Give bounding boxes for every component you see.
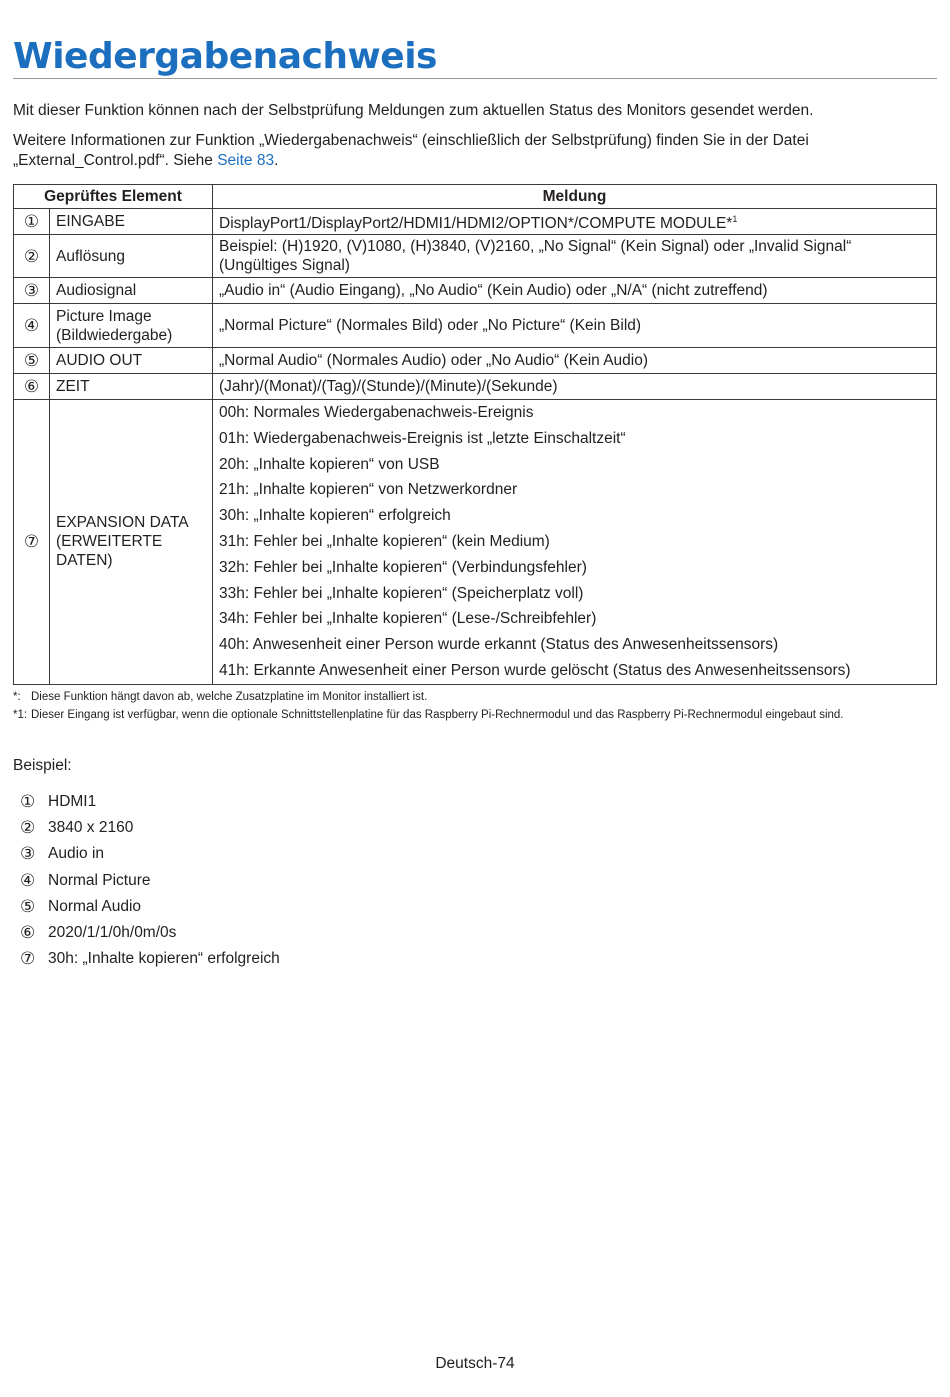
row-message: (Jahr)/(Monat)/(Tag)/(Stunde)/(Minute)/(Sekunde) — [213, 374, 937, 400]
info-paragraph — [13, 131, 933, 171]
table-row — [14, 235, 937, 278]
example-label: Beispiel: — [13, 757, 72, 774]
expansion-item: 41h: Erkannte Anwesenheit einer Person wurde gelöscht (Status des Anwesenheitssensors) — [219, 661, 851, 679]
page-title: Wiedergabenachweis — [13, 36, 437, 77]
expansion-item: 33h: Fehler bei „Inhalte kopieren“ (Speicherplatz voll) — [219, 584, 584, 602]
table-row — [14, 209, 937, 235]
row-message-text: DisplayPort1/DisplayPort2/HDMI1/HDMI2/OPTION*/COMPUTE MODULE* — [219, 215, 733, 233]
row-element: EXPANSION DATA (ERWEITERTE DATEN) — [50, 400, 213, 685]
proof-of-play-table — [13, 184, 937, 685]
row-message — [213, 209, 937, 235]
footnote-mark: *1: — [13, 709, 28, 721]
table-row-expansion — [14, 400, 937, 685]
list-item — [20, 894, 280, 920]
page-link[interactable]: Seite 83 — [217, 152, 275, 169]
table-row — [14, 374, 937, 400]
expansion-item: 32h: Fehler bei „Inhalte kopieren“ (Verbindungsfehler) — [219, 558, 587, 576]
page-number: Deutsch-74 — [435, 1355, 515, 1372]
item-text: Normal Audio — [48, 897, 142, 915]
info-text-end: . — [274, 152, 279, 169]
item-number: ⑥ — [20, 922, 36, 942]
list-item — [20, 789, 280, 815]
expansion-item: 00h: Normales Wiedergabenachweis-Ereignis — [219, 404, 534, 421]
row-element: Audiosignal — [50, 278, 213, 304]
item-number: ⑦ — [20, 949, 36, 969]
footnote — [13, 708, 844, 722]
table-row — [14, 278, 937, 304]
header-element: Geprüftes Element — [14, 185, 213, 209]
row-number: ① — [14, 209, 50, 235]
item-text: Audio in — [48, 845, 105, 863]
row-number: ⑦ — [14, 400, 50, 685]
expansion-item: 31h: Fehler bei „Inhalte kopieren“ (kein Medium) — [219, 532, 550, 550]
title-divider — [13, 78, 937, 79]
row-message: „Audio in“ (Audio Eingang), „No Audio“ (Kein Audio) oder „N/A“ (nicht zutreffend) — [213, 278, 937, 304]
item-number: ③ — [20, 844, 36, 864]
expansion-item: 30h: „Inhalte kopieren“ erfolgreich — [219, 507, 451, 525]
item-text: HDMI1 — [48, 793, 97, 810]
footnote-ref: 1 — [732, 213, 738, 224]
expansion-item: 01h: Wiedergabenachweis-Ereignis ist „letzte Einschaltzeit“ — [219, 429, 626, 447]
row-message: „Normal Picture“ (Normales Bild) oder „No Picture“ (Kein Bild) — [213, 304, 937, 348]
expansion-messages — [213, 400, 937, 685]
example-list — [20, 789, 280, 972]
item-number: ② — [20, 818, 36, 838]
item-number: ④ — [20, 870, 36, 890]
list-item — [20, 841, 280, 867]
item-text: 30h: „Inhalte kopieren“ erfolgreich — [48, 950, 280, 968]
item-text: Normal Picture — [48, 871, 151, 889]
table-header-row — [14, 185, 937, 209]
row-element: EINGABE — [50, 209, 213, 235]
row-number: ③ — [14, 278, 50, 304]
footnote-text: Diese Funktion hängt davon ab, welche Zusatzplatine im Monitor installiert ist. — [31, 691, 428, 703]
header-message: Meldung — [213, 185, 937, 209]
intro-paragraph: Mit dieser Funktion können nach der Selbstprüfung Meldungen zum aktuellen Status des Monitors gesendet werden. — [13, 102, 814, 119]
list-item — [20, 815, 280, 841]
table-row — [14, 304, 937, 348]
expansion-item: 21h: „Inhalte kopieren“ von Netzwerkordner — [219, 481, 518, 499]
row-element: AUDIO OUT — [50, 348, 213, 374]
list-item — [20, 868, 280, 894]
list-item — [20, 946, 280, 972]
expansion-item: 34h: Fehler bei „Inhalte kopieren“ (Lese-/Schreibfehler) — [219, 610, 597, 628]
row-number: ② — [14, 235, 50, 278]
item-text: 3840 x 2160 — [48, 819, 134, 837]
row-element: Picture Image (Bildwiedergabe) — [50, 304, 213, 348]
expansion-item: 20h: „Inhalte kopieren“ von USB — [219, 455, 440, 473]
expansion-item: 40h: Anwesenheit einer Person wurde erkannt (Status des Anwesenheitssensors) — [219, 636, 779, 654]
row-number: ⑥ — [14, 374, 50, 400]
row-message: „Normal Audio“ (Normales Audio) oder „No Audio“ (Kein Audio) — [213, 348, 937, 374]
item-number: ⑤ — [20, 896, 36, 916]
row-element: Auflösung — [50, 235, 213, 278]
row-message: Beispiel: (H)1920, (V)1080, (H)3840, (V)2160, „No Signal“ (Kein Signal) oder „Invalid Signal“ (Ungültiges Signal) — [213, 235, 937, 278]
table-row — [14, 348, 937, 374]
row-number: ⑤ — [14, 348, 50, 374]
footnote — [13, 690, 427, 704]
footnote-mark: *: — [13, 691, 21, 703]
list-item — [20, 920, 280, 946]
footnote-text: Dieser Eingang ist verfügbar, wenn die optionale Schnittstellenplatine für das Raspberry Pi-Rechnermodul und das Raspberry Pi-Rechnermodul eingebaut sind. — [31, 709, 844, 721]
item-number: ① — [20, 792, 36, 811]
info-text: Weitere Informationen zur Funktion „Wiedergabenachweis“ (einschließlich der Selbstprüfung) finden Sie in der Datei „External_Control.pdf“. Siehe — [13, 132, 809, 169]
row-element: ZEIT — [50, 374, 213, 400]
item-text: 2020/1/1/0h/0m/0s — [48, 923, 177, 941]
row-number: ④ — [14, 304, 50, 348]
